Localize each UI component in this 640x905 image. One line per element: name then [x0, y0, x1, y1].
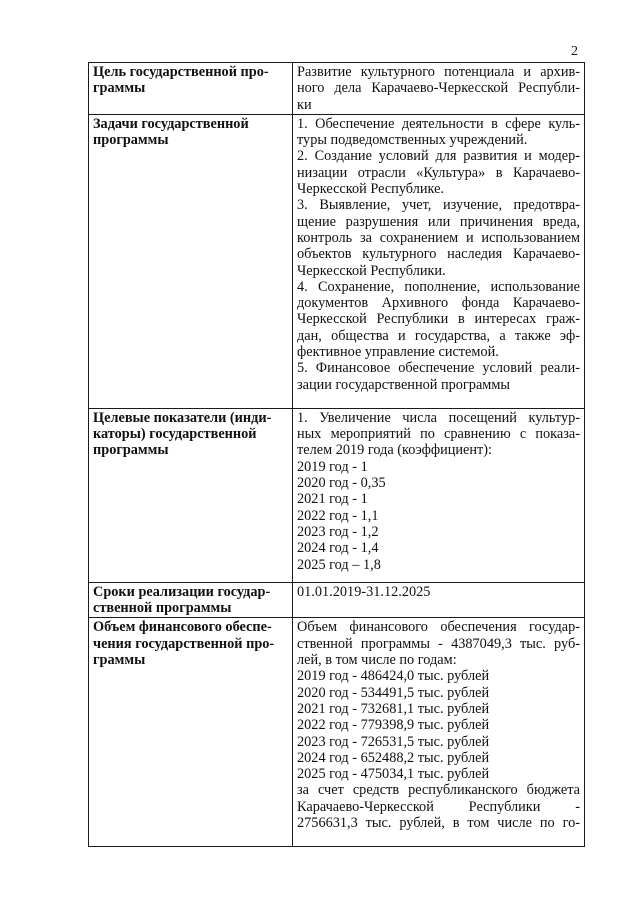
row-content-cell	[293, 582, 585, 618]
row-content-line: 5. Финансовое обеспечение условий реали-	[297, 360, 580, 377]
row-content-line: фективное управление системой.	[297, 344, 499, 361]
row-content-line: объектов культурного наследия Карачаево-	[297, 246, 580, 263]
row-content-line: Черкесской Республике.	[297, 181, 444, 198]
row-content-line: 1. Увеличение числа посещений культур-	[297, 409, 580, 426]
row-content-line: ственной программы - 4387049,3 тыс. руб-	[297, 635, 580, 652]
row-content-line: 1. Обеспечение деятельности в сфере куль-	[297, 115, 580, 132]
row-label-line: Объем финансового обеспе-	[93, 619, 272, 636]
row-content-line: щение разрушения или причинения вреда,	[297, 213, 580, 230]
row-content-line: за счет средств республиканского бюджета	[297, 782, 580, 799]
row-label-cell	[89, 582, 293, 618]
row-content-cell	[293, 63, 585, 115]
row-content-line: 2. Создание условий для развития и модер-	[297, 148, 580, 165]
row-label-line: ственной программы	[93, 600, 232, 617]
program-passport-table	[88, 62, 585, 847]
row-content-cell	[293, 408, 585, 582]
row-content-line: контроль за сохранением и использованием	[297, 229, 580, 246]
row-label-cell	[89, 114, 293, 408]
row-content-line: Карачаево-Черкесской Республики -	[297, 798, 580, 815]
row-content-line: 01.01.2019-31.12.2025	[297, 583, 431, 600]
table-row-indicators	[89, 408, 585, 582]
row-content-line: 2020 год - 0,35	[297, 475, 386, 492]
row-content-line: ного дела Карачаево-Черкесской Республи-	[297, 80, 580, 97]
row-content-line: 2022 год - 779398,9 тыс. рублей	[297, 717, 490, 734]
row-label-line: граммы	[93, 652, 146, 669]
row-content-line: 2021 год - 1	[297, 491, 368, 508]
row-label-line: Задачи государственной	[93, 115, 249, 132]
row-label-line: чения государственной про-	[93, 635, 275, 652]
row-content-line: ки	[297, 96, 312, 113]
row-label-cell	[89, 63, 293, 115]
row-content-line: 2020 год - 534491,5 тыс. рублей	[297, 684, 490, 701]
row-content-line: Черкесской Республики в интересах граж-	[297, 311, 580, 328]
row-content-line: 2025 год – 1,8	[297, 556, 381, 573]
row-label-line: граммы	[93, 80, 146, 97]
row-label-line: Сроки реализации государ-	[93, 583, 271, 600]
row-content-cell	[293, 114, 585, 408]
row-label-line: Целевые показатели (инди-	[93, 409, 272, 426]
row-label-line: программы	[93, 442, 169, 459]
table-row-goal	[89, 63, 585, 115]
row-content-line: 2024 год - 1,4	[297, 540, 379, 557]
row-content-line: 2022 год - 1,1	[297, 507, 379, 524]
row-content-line: 2019 год - 486424,0 тыс. рублей	[297, 668, 490, 685]
row-content-line: 3. Выявление, учет, изучение, предотвра-	[297, 197, 580, 214]
table-row-timeline	[89, 582, 585, 618]
row-content-cell	[293, 618, 585, 847]
row-content-line: документов Архивного фонда Карачаево-	[297, 295, 580, 312]
row-content-line: туры подведомственных учреждений.	[297, 132, 528, 149]
row-label-cell	[89, 408, 293, 582]
row-content-line: низации отрасли «Культура» в Карачаево-	[297, 164, 580, 181]
row-content-line: 2019 год - 1	[297, 458, 368, 475]
row-label-line: программы	[93, 132, 169, 149]
row-content-line: телем 2019 года (коэффициент):	[297, 442, 493, 459]
row-label-line: Цель государственной про-	[93, 64, 269, 80]
row-label-line: каторы) государственной	[93, 426, 257, 443]
row-content-line: 2024 год - 652488,2 тыс. рублей	[297, 749, 490, 766]
row-content-line: ных мероприятий по сравнению с показа-	[297, 426, 580, 443]
row-content-line: Черкесской Республики.	[297, 262, 446, 279]
row-content-line: 2023 год - 726531,5 тыс. рублей	[297, 733, 490, 750]
row-label-cell	[89, 618, 293, 847]
row-content-line: 2025 год - 475034,1 тыс. рублей	[297, 766, 490, 783]
page-number: 2	[571, 44, 578, 59]
table-row-tasks	[89, 114, 585, 408]
row-content-line: 4. Сохранение, пополнение, использование	[297, 278, 580, 295]
row-content-line: Развитие культурного потенциала и архив-	[297, 64, 580, 80]
row-content-line: 2023 год - 1,2	[297, 523, 379, 540]
table-row-funding	[89, 618, 585, 847]
row-content-line: 2021 год - 732681,1 тыс. рублей	[297, 700, 490, 717]
row-content-line: 2756631,3 тыс. рублей, в том числе по го-	[297, 815, 580, 832]
row-content-line: лей, в том числе по годам:	[297, 652, 457, 669]
row-content-line: дан, общества и государства, а также эф-	[297, 327, 580, 344]
row-content-line: Объем финансового обеспечения государ-	[297, 619, 580, 636]
row-content-line: зации государственной программы	[297, 376, 510, 393]
